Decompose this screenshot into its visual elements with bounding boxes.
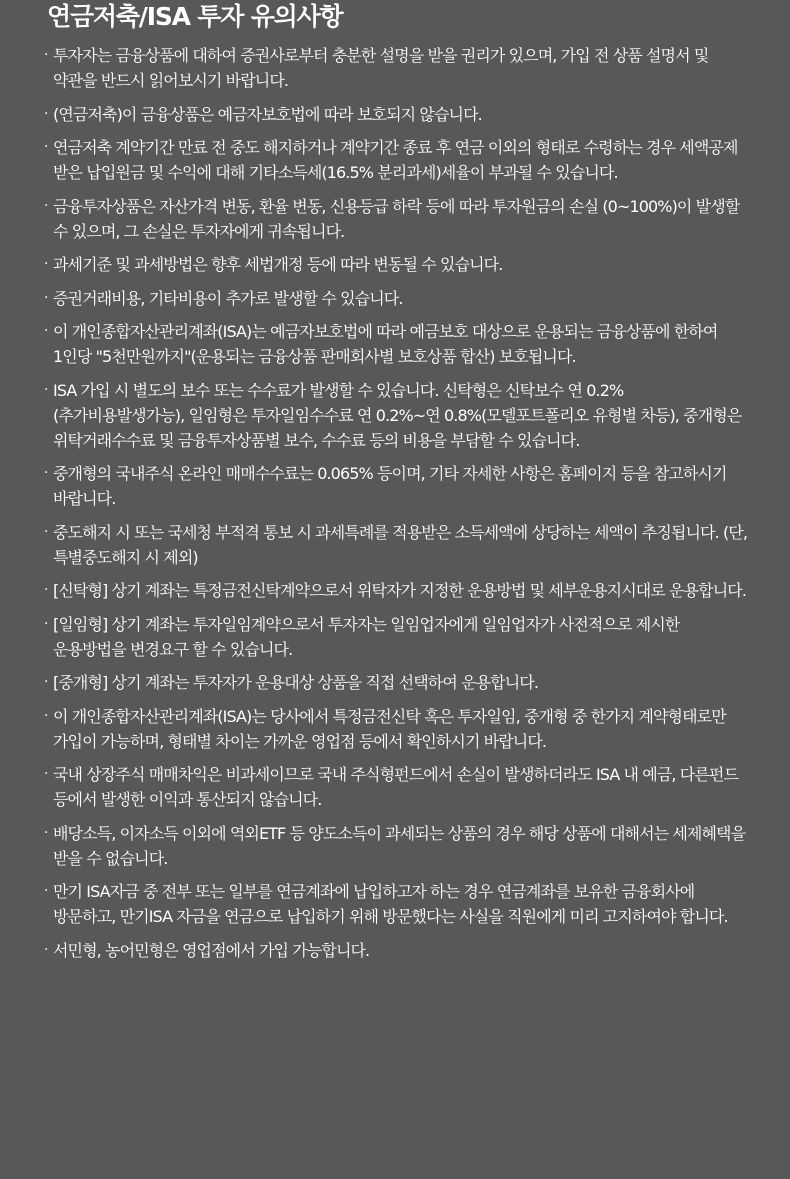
notice-item bbox=[44, 135, 750, 185]
bullet-dot: · bbox=[44, 824, 48, 841]
bullet-dot: · bbox=[44, 139, 48, 155]
notice-item-text: 중개형의 국내주식 온라인 매매수수료는 0.065% 등이며, 기타 자세한 사항은 홈페이지 등을 참고하시기 바랍니다. bbox=[53, 464, 727, 508]
notice-item bbox=[44, 252, 750, 277]
notice-item bbox=[44, 43, 750, 93]
notice-item-text: 연금저축 계약기간 만료 전 중도 해지하거나 계약기간 종료 후 연금 이외의 형태로 수령하는 경우 세액공제 받은 납입원금 및 수익에 대해 기타소득세(16.5% 분리과세)세율이 부과될 수 있습니다. bbox=[53, 138, 738, 182]
notice-item bbox=[44, 670, 750, 695]
notice-list bbox=[44, 43, 750, 963]
bullet-dot: · bbox=[44, 707, 48, 724]
bullet-dot: · bbox=[44, 256, 48, 272]
bullet-dot: · bbox=[44, 289, 48, 306]
bullet-dot: · bbox=[44, 381, 48, 398]
notice-item-text: (연금저축)이 금융상품은 예금자보호법에 따라 보호되지 않습니다. bbox=[53, 104, 482, 124]
bullet-dot: · bbox=[44, 465, 48, 481]
bullet-dot: · bbox=[44, 47, 48, 63]
notice-item bbox=[44, 286, 750, 311]
notice-item bbox=[44, 704, 750, 754]
notice-item-text: 서민형, 농어민형은 영업점에서 가입 가능합니다. bbox=[53, 940, 370, 960]
notice-item bbox=[44, 612, 750, 662]
notice-item-text: 중도해지 시 또는 국세청 부적격 통보 시 과세특례를 적용받은 소득세액에 상당하는 세액이 추징됩니다. (단, 특별중도해지 시 제외) bbox=[53, 522, 748, 567]
notice-item bbox=[44, 378, 750, 453]
notice-item-text: 과세기준 및 과세방법은 향후 세법개정 등에 따라 변동될 수 있습니다. bbox=[53, 255, 503, 274]
notice-item bbox=[44, 520, 750, 570]
notice-item-text: 배당소득, 이자소득 이외에 역외ETF 등 양도소득이 과세되는 상품의 경우 해당 상품에 대해서는 세제혜택을 받을 수 없습니다. bbox=[53, 823, 746, 868]
bullet-dot: · bbox=[44, 883, 48, 899]
bullet-dot: · bbox=[44, 523, 48, 540]
notice-item-text: 증권거래비용, 기타비용이 추가로 발생할 수 있습니다. bbox=[53, 288, 403, 308]
notice-item-text: 투자자는 금융상품에 대하여 증권사로부터 충분한 설명을 받을 권리가 있으며, 가입 전 상품 설명서 및 약관을 반드시 읽어보시기 바랍니다. bbox=[53, 46, 709, 90]
notice-item-text: 금융투자상품은 자산가격 변동, 환율 변동, 신용등급 하락 등에 따라 투자원금의 손실 (0~100%)이 발생할 수 있으며, 그 손실은 투자자에게 귀속됩니다. bbox=[53, 196, 740, 241]
notice-item-text: 만기 ISA자금 중 전부 또는 일부를 연금계좌에 납입하고자 하는 경우 연금계좌를 보유한 금융회사에 방문하고, 만기ISA 자금을 연금으로 납입하기 위해 방문했다는 사실을 직원에게 미리 고지하여야 합니다. bbox=[53, 882, 728, 926]
notice-item bbox=[44, 461, 750, 511]
bullet-dot: · bbox=[44, 323, 48, 339]
bullet-dot: · bbox=[44, 674, 48, 690]
notice-item bbox=[44, 102, 750, 127]
notice-item-text: ISA 가입 시 별도의 보수 또는 수수료가 발생할 수 있습니다. 신탁형은 신탁보수 연 0.2%(추가비용발생가능), 일임형은 투자일임수수료 연 0.2%~연 0.8%(모델포트폴리오 유형별 차등), 중개형은 위탁거래수수료 및 금융투자상품별 보수, 수수료 등의 비용을 부담할 수 있습니다. bbox=[53, 380, 742, 450]
notice-item bbox=[44, 319, 750, 369]
notice-item-text: 이 개인종합자산관리계좌(ISA)는 당사에서 특정금전신탁 혹은 투자일임, 중개형 중 한가지 계약형태로만 가입이 가능하며, 형태별 차이는 가까운 영업점 등에서 확인하시기 바랍니다. bbox=[53, 706, 726, 751]
bullet-dot: · bbox=[44, 615, 48, 632]
notice-item-text: [중개형] 상기 계좌는 투자자가 운용대상 상품을 직접 선택하여 운용합니다. bbox=[53, 673, 539, 692]
bullet-dot: · bbox=[44, 105, 48, 122]
bullet-dot: · bbox=[44, 766, 48, 782]
notice-item bbox=[44, 821, 750, 871]
bullet-dot: · bbox=[44, 197, 48, 214]
notice-item bbox=[44, 879, 750, 929]
notice-item-text: [신탁형] 상기 계좌는 특정금전신탁계약으로서 위탁자가 지정한 운용방법 및 세부운용지시대로 운용합니다. bbox=[53, 581, 747, 600]
bullet-dot: · bbox=[44, 941, 48, 958]
notice-item bbox=[44, 938, 750, 963]
notice-item bbox=[44, 194, 750, 244]
notice-item-text: 이 개인종합자산관리계좌(ISA)는 예금자보호법에 따라 예금보호 대상으로 운용되는 금융상품에 한하여 1인당 "5천만원까지"(운용되는 금융상품 판매회사별 보호상품 합산) 보호됩니다. bbox=[53, 322, 718, 366]
bullet-dot: · bbox=[44, 582, 48, 598]
notice-title: 연금저축/ISA 투자 유의사항 bbox=[47, 2, 343, 31]
notice-item bbox=[44, 762, 750, 812]
notice-item-text: [일임형] 상기 계좌는 투자일임계약으로서 투자자는 일임업자에게 일임업자가 사전적으로 제시한 운용방법을 변경요구 할 수 있습니다. bbox=[53, 614, 680, 659]
notice-item-text: 국내 상장주식 매매차익은 비과세이므로 국내 주식형펀드에서 손실이 발생하더라도 ISA 내 예금, 다른펀드 등에서 발생한 이익과 통산되지 않습니다. bbox=[53, 765, 739, 809]
notice-item bbox=[44, 578, 750, 603]
